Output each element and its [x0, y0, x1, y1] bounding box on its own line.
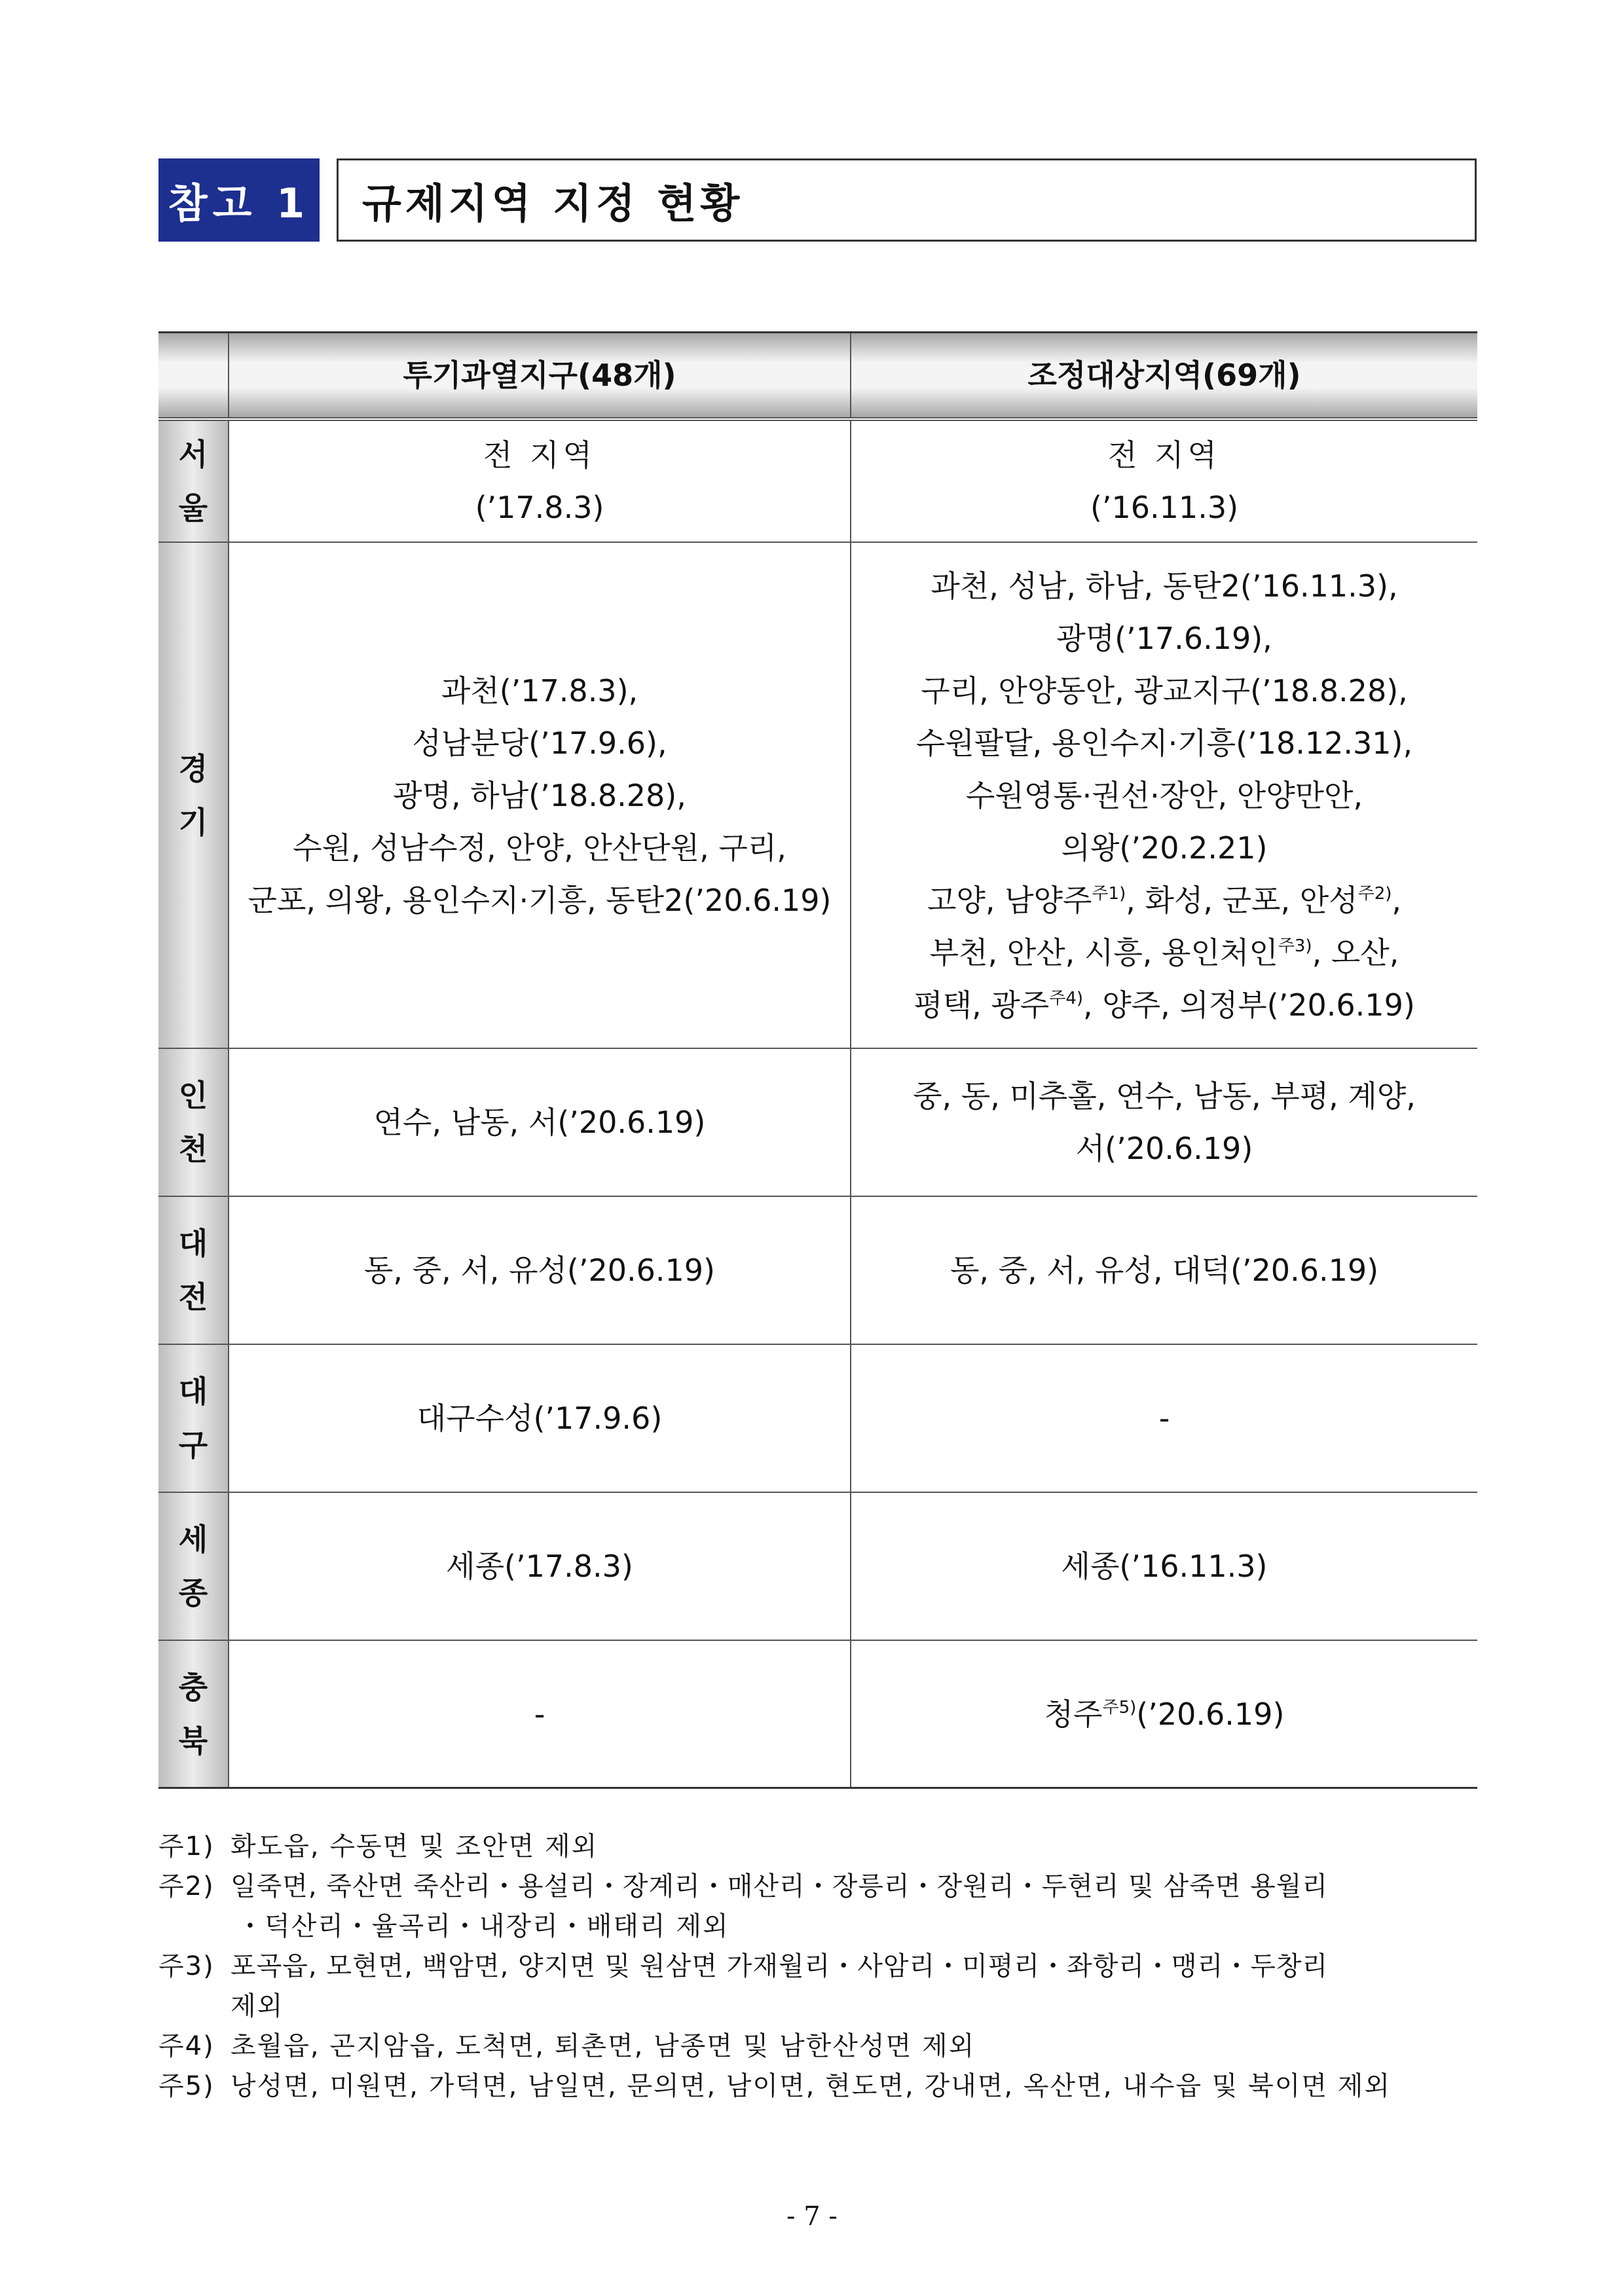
adjustment-cell: 중, 동, 미추홀, 연수, 남동, 부평, 계양, 서(’20.6.19): [913, 1078, 1416, 1166]
speculation-cell: 세종(’17.8.3): [229, 1493, 851, 1640]
speculation-cell: -: [229, 1641, 851, 1787]
footnote-label: 주3): [158, 1951, 215, 1981]
speculation-cell: 대구수성(’17.9.6): [229, 1345, 851, 1492]
adjustment-cell: [851, 1641, 1477, 1787]
speculation-cell: 과천(’17.8.3), 성남분당(’17.9.6), 광명, 하남(’18.8.28), 수원, 성남수정, 안양, 안산단원, 구리, 군포, 의왕, 용인수지·기흥, 동탄2(’20.6.19): [229, 543, 851, 1048]
table-row-seoul: [158, 421, 1477, 543]
speculation-cell: 전 지역 (’17.8.3): [229, 421, 851, 542]
table-row-chungbuk: [158, 1641, 1477, 1789]
footnote-label: 주5): [158, 2071, 215, 2101]
footnote-4: [158, 2027, 1477, 2066]
adjustment-cell: 동, 중, 서, 유성, 대덕(’20.6.19): [950, 1253, 1379, 1288]
footnote-5: [158, 2066, 1477, 2106]
section-title: 규제지역 지정 현황: [337, 158, 1477, 242]
table-header-row: [158, 331, 1477, 421]
speculation-cell: 연수, 남동, 서(’20.6.19): [229, 1049, 851, 1196]
region-label: 세 종: [158, 1493, 229, 1640]
footnote-label: 주1): [158, 1831, 215, 1862]
adjustment-cell: 전 지역 (’16.11.3): [1090, 437, 1239, 525]
footnote-text: 초월읍, 곤지암읍, 도척면, 퇴촌면, 남종면 및 남한산성면 제외: [231, 2031, 976, 2061]
footnote-text: 낭성면, 미원면, 가덕면, 남일면, 문의면, 남이면, 현도면, 강내면, 옥산면, 내수읍 및 북이면 제외: [231, 2071, 1392, 2101]
footnote-2: [158, 1867, 1477, 1907]
footnote-3-continued: [158, 1987, 1477, 2027]
footnote-ref: 주5): [1102, 1697, 1137, 1717]
region-header-cell: [158, 333, 229, 417]
footnote-text: 포곡읍, 모현면, 백암면, 양지면 및 원삼면 가재월리・사암리・미평리・좌항리・맹리・두창리: [231, 1951, 1329, 1981]
footnote-text: ・덕산리・율곡리・내장리・배태리 제외: [237, 1911, 729, 1941]
table-row-incheon: [158, 1049, 1477, 1197]
table-row-gyeonggi: [158, 543, 1477, 1049]
footnote-3: [158, 1947, 1477, 1987]
footnote-ref: 주1): [1092, 883, 1126, 904]
footnote-text: 일죽면, 죽산면 죽산리・용설리・장계리・매산리・장릉리・장원리・두현리 및 삼죽면 용월리: [231, 1871, 1329, 1901]
adjustment-line: 부천, 안산, 시흥, 용인처인$^{주3)}$, 오산,: [929, 934, 1399, 970]
column-header-adjustment: 조정대상지역(69개): [851, 333, 1477, 417]
footnotes: [158, 1827, 1477, 2106]
footnote-label: 주2): [158, 1871, 215, 1901]
column-header-speculation: 투기과열지구(48개): [229, 333, 851, 417]
region-label: 대 구: [158, 1345, 229, 1492]
adjustment-line: 평택, 광주$^{주4)}$, 양주, 의정부(’20.6.19): [913, 987, 1415, 1023]
region-label: 서 울: [158, 421, 229, 542]
region-label: 경 기: [158, 543, 229, 1048]
footnote-ref: 주4): [1049, 988, 1084, 1008]
speculation-cell: 동, 중, 서, 유성(’20.6.19): [229, 1197, 851, 1344]
footnote-text: 제외: [231, 1991, 284, 2021]
table-row-daejeon: [158, 1197, 1477, 1345]
region-label: 인 천: [158, 1049, 229, 1196]
footnote-1: [158, 1827, 1477, 1867]
table-row-sejong: [158, 1493, 1477, 1641]
adjustment-cell: 과천, 성남, 하남, 동탄2(’16.11.3), 광명(’17.6.19), 구리, 안양동안, 광교지구(’18.8.28), 수원팔달, 용인수지·기흥(’18.12.31), 수원영통·권선·장안, 안양만안, 의왕(’20.2.21) 고양, 남양주$^{주1)}$, 화성, 군포, 안성$^{주2)}$, 부천, 안산, 시흥, 용인처인$^{주3)}$, 오산, 평택, 광주$^{주4)}$, 양주, 의정부(’20.6.19): [851, 543, 1477, 1048]
footnote-label: 주4): [158, 2031, 215, 2061]
footnote-ref: 주2): [1357, 883, 1392, 904]
section-header: [158, 158, 744, 242]
region-label: 충 북: [158, 1641, 229, 1787]
adjustment-cell: -: [1158, 1401, 1170, 1436]
page-number: - 7 -: [786, 2201, 838, 2231]
reference-badge: 참고 1: [158, 158, 320, 242]
adjustment-line: 청주$^{주5)}$(’20.6.19): [1044, 1696, 1285, 1732]
region-label: 대 전: [158, 1197, 229, 1344]
footnote-text: 화도읍, 수동면 및 조안면 제외: [231, 1831, 599, 1862]
table-row-daegu: [158, 1345, 1477, 1493]
regulation-table: [158, 331, 1477, 1789]
adjustment-cell: 세종(’16.11.3): [1061, 1549, 1268, 1584]
footnote-ref: 주3): [1278, 936, 1312, 956]
adjustment-line: 고양, 남양주$^{주1)}$, 화성, 군포, 안성$^{주2)}$,: [927, 882, 1402, 918]
footnote-2-continued: [158, 1907, 1477, 1947]
